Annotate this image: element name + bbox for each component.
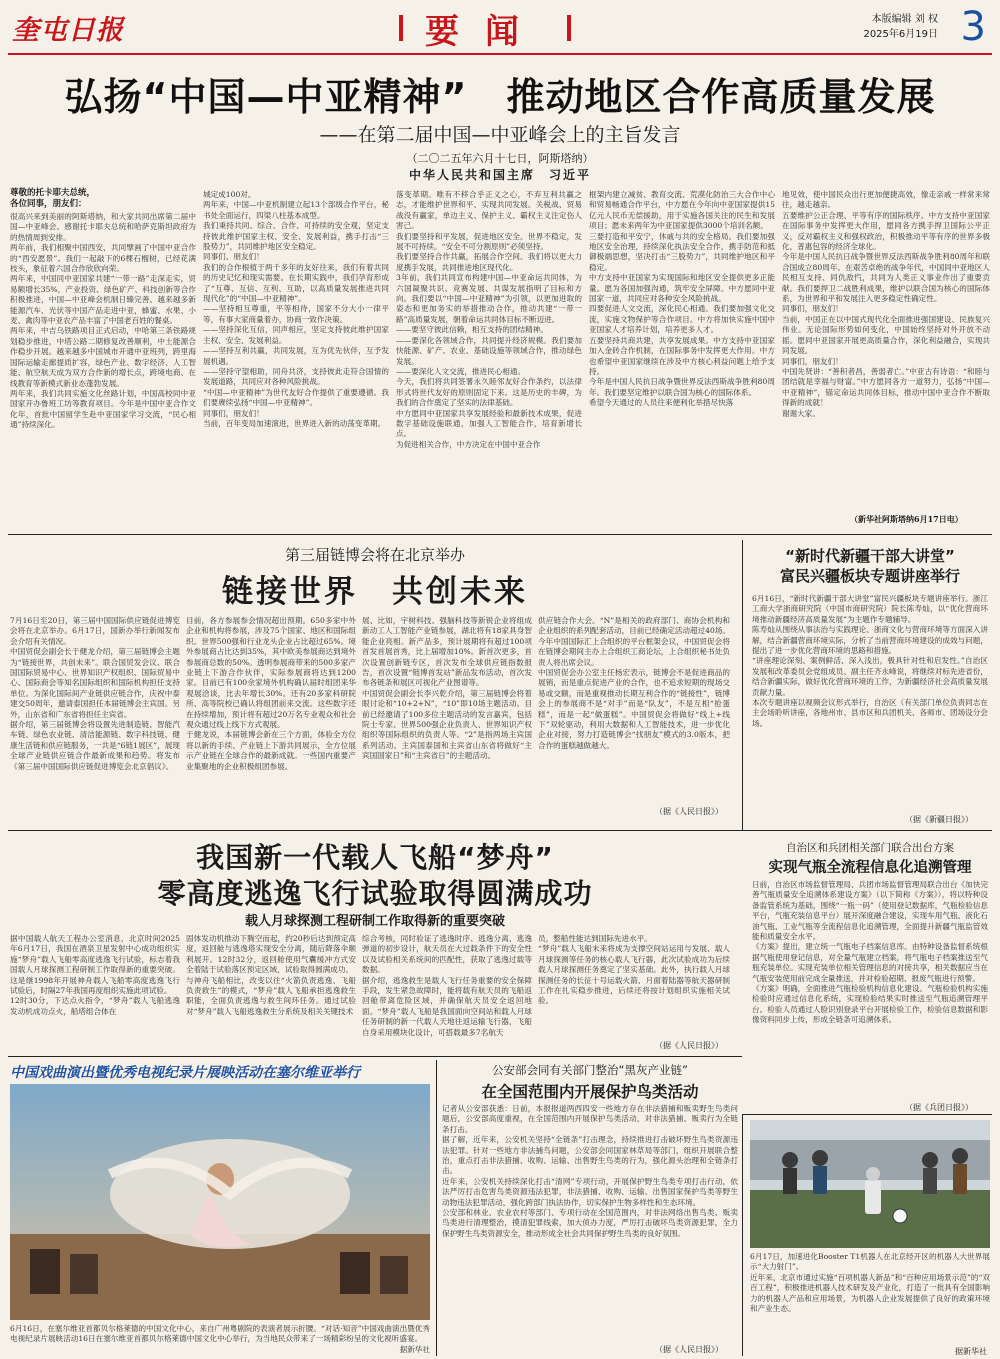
issue-date: 2025年6月19日 bbox=[863, 29, 938, 40]
chain-expo-column-4: 供应链合作大会。“N”是相关的政府部门、商协会机构和企业组织的系列配套活动，目前已经确定活动超过40场。今年中国国际汇上合组织的平台框架会议，中国贸促会将在链博会期间主办上合组织工商论坛，上合组织秘书处负责人将出席会议。 中国贸促会办公室主任杨宏表示，链博会不是促进商品的展销，而是重点促进产业的合作，也不追求短期的现场交易或交额，而是重视推动长期互利合作的“链接性”，链博会上的参展商不是“对手”而是“队友”，不是互相“抢蛋糕”，而是一起“做蛋糕”。中国贸促会将做好“线上+线下”双轮驱动，利用大数据和人工智能技术，进一步优化企业对接，努力打造链博会“找朋友”模式的3.0版本，把合作的蛋糕越做越大。 bbox=[538, 616, 730, 750]
mengzhou-column-3: 综合考核，同时验证了逃逸时序、逃逸分离、逃逸弹道的初步设计，航天员在大过载条件下的安全性以及试验相关系统间的匹配性，获取了逃逸过载等数据。 据介绍，逃逸救生是载人飞行任务重要的安全保障手段，发生紧急故障时，能将载有航天员的飞船返回舱带离危险区域，并确保航天员安全返回地面。“梦舟”载人飞船是我国面向空间站和载人月球任务研制的新一代载人天地往返运输飞行器，飞船自身采用模块化设计，可搭载最多7名航天 bbox=[362, 934, 532, 1037]
lecture-credit: （据《新疆日报》） bbox=[905, 815, 973, 824]
newspaper-logo: 奎屯日报 bbox=[12, 15, 124, 46]
divider-mid-left bbox=[8, 830, 742, 831]
lead-salutation: 尊敬的托卡耶夫总统， 各位同事，朋友们： bbox=[10, 188, 96, 209]
page-number: 3 bbox=[960, 4, 986, 50]
opera-caption bbox=[10, 1324, 430, 1358]
lead-column-2: 城定成100对。 两年来，中国—中亚机制建立起13个部级合作平台，秘书处全面运行，四梁八柱基本成型。 我们秉持共同、综合、合作、可持续的安全观，坚定支持彼此维护国家主权、安全、发展利益，携手打击“三股势力”，共同维护地区安全稳定。 同事们、朋友们！ 我们的合作根植于两千多年的友好往来，我们有着共同的历史记忆和现实需要。在长期实践中，我们孕育形成了“互尊、互信、互利、互助，以高质量发展推进共同现代化”的“中国—中亚精神”。 ——坚持相互尊重，平等相待，国家不分大小一律平等，有事大家商量着办，协商一致作决策。 ——坚持深化互信，同声相应，坚定支持彼此维护国家主权、安全、发展利益。 ——坚持互利共赢，共同发展，互为优先伙伴，互予发展机遇。 ——坚持守望相助，同舟共济，支持彼此走符合国情的发展道路，共同应对各种风险挑战。 “中国—中亚精神”为世代友好合作提供了重要遵循。我们要赓续弘扬“中国—中亚精神”。 同事们，朋友们！ 当前，百年变局加速演进，世界进入新的动荡变革期。 bbox=[203, 190, 389, 428]
robot-photo-illustration bbox=[750, 1120, 990, 1248]
birds-body: 记者从公安部获悉：日前，本报报道两西四安一些地方存在非法猎捕和贩卖野生鸟类问题后，公安部高度重视，在全国范围内开展保护鸟类活动，对非法猎捕、贩卖行为全链条打击。 据了解，近年来，公安机关坚持“全链条”打击理念，持续推进打击破坏野生鸟类资源违法犯罪。针对一些地方非法捕鸟问题，公安部会同国家林草局等部门，组织开展联合整治，重点打击非法猎捕、收购、运输、出售野生鸟类的行为，强化源头治理和全链条打击。 近年来，公安机关持续深化打击“清网”专项行动，开展保护野生鸟类专项打击行动，依法严厉打击危害鸟类资源违法犯罪，非法猎捕、收购、运输、出售国家保护鸟类等野生动物违法犯罪活动，强化跨部门执法协作，切实保护生物多样性和生态环境。 公安部和林业、农业农村等部门、专项行动在全国范围内，对非法网络出售鸟类、贩卖鸟类进行清理整治，摸清犯罪线索，加大侦办力度，严厉打击破坏鸟类资源犯罪，全力保护野生鸟类资源安全，推动形成全社会共同保护野生鸟类的良好氛围。 bbox=[442, 1104, 738, 1238]
lead-credit: （新华社阿斯塔纳6月17日电） bbox=[850, 514, 963, 524]
opera-banner: 中国戏曲演出暨优秀电视纪录片展映活动在塞尔维亚举行 bbox=[10, 1065, 360, 1081]
divider-vertical-3 bbox=[742, 1114, 743, 1356]
lead-subhead: ——在第二届中国—中亚峰会上的主旨发言 bbox=[319, 124, 681, 146]
section-header bbox=[360, 4, 610, 52]
gas-kicker: 自治区和兵团相关部门联合出台方案 bbox=[786, 842, 954, 854]
chain-expo-credit: （据《人民日报》） bbox=[655, 807, 723, 816]
lecture-headline: “新时代新疆干部大讲堂” 富民兴疆板块专题讲座举行 bbox=[779, 547, 960, 585]
chain-expo-headline: 链接世界 共创未来 bbox=[222, 574, 528, 610]
robot-caption-credit: 据新华社 bbox=[955, 1347, 987, 1356]
gas-credit: （据《兵团日报》） bbox=[905, 1103, 973, 1112]
chain-expo-kicker: 第三届链博会将在北京举办 bbox=[284, 546, 465, 564]
opera-photo bbox=[10, 1084, 430, 1320]
divider-lower-right bbox=[742, 1114, 992, 1115]
lecture-body: 6月16日，“新时代新疆干部大讲堂”富民兴疆板块专题讲座举行。浙江工商大学浙商研究院（中国市商研究院）院长陈寿灿，以“优化营商环境推动新疆经济高质量发展”为主题作专题辅导。 陈寿灿从围绕从事法治与实践理论、浙商文化与营商环境等方面深入讲解，结合新疆营商环境实际，分析了当前营商环境建设的成效与问题，提出了进一步优化营商环境的思路和措施。 “讲座理论深刻、案例鲜活、深入浅出，极具针对性和启发性。”自治区发展和改革委员会党组成员、副主任齐永峰说，将继续对标先进省份，结合新疆实际，做好优化营商环境的工作，为新疆经济社会高质量发展贡献力量。 本次专题讲座以视频会议形式举行，自治区（有关部门单位负责同志在主会场聆听讲座，各地州市、县市区和兵团机关、各师市、团场设分会场。 bbox=[752, 594, 988, 728]
divider-vertical-1 bbox=[742, 540, 743, 830]
divider-vertical-2 bbox=[436, 1060, 437, 1356]
mengzhou-column-1: 据中国载人航天工程办公室消息，北京时间2025年6月17日，我国在酒泉卫星发射中心成功组织实施“梦舟”载人飞船零高度逃逸飞行试验，标志着我国载人月球探测工程研制工作取得新的重要突破。这是继1998年开展神舟载人飞船零高度逃逸飞行试验后，时隔27年我国再度组织实施此项试验。 12时30分，下达点火指令，“梦舟”载人飞船逃逸发动机成功点火，船塔组合体在 bbox=[10, 934, 180, 1016]
gas-headline: 实现气瓶全流程信息化追溯管理 bbox=[768, 860, 972, 876]
mengzhou-headline-1: 我国新一代载人飞船“梦舟” bbox=[196, 841, 554, 874]
opera-photo-illustration bbox=[10, 1084, 430, 1320]
robot-caption: 6月17日，加速进化Booster T1机器人在北京经开区的机器人大世界展示“大力射门”。 近年来，北京市通过实施“百项机器人新品”和“百种应用场景示范”的“双百工程”，积极推进机器人技术研发及产业化，打造了一批具有全国影响力的机器人产品和应用场景，为机器人企业发展提供了良好的政策环境和产业生态。 bbox=[750, 1252, 990, 1314]
lead-column-3: 落变革期。唯有不移合乎正义之心，不弃互利共赢之志，才能维护世界和平、实现共同发展。关税战、贸易战没有赢家，单边主义、保护主义、霸权主义注定伤人害己。 我们要坚持和平发展，促进地区安全。世界不稳定，发展不可持续。“安全不可分割原则”必须坚持。 我们要坚持合作共赢，拓展合作空间。我们将以更大力度携手发展，共同推进地区现代化。 3年前，我们共同宣布构建中国—中亚命运共同体，为六国凝聚共识、竞赛发展、共谋发展指明了目标和方向。我们要以“中国—中亚精神”为引领，以更加进取的姿态和更加务实的举措推动合作，推动共建“一带一路”高质量发展，朝着命运共同体目标不断迈进。 ——要坚守彼此信赖，相互支持的团结精神。 ——要深化各领域合作，共同提升经济规模。我们要加快能源、矿产、农业、基础设施等领域合作，推动绿色发展。 ——要深化人文交流，推进民心相通。 今天，我们将共同签署永久睦邻友好合作条约，以法律形式将世代友好的原则固定下来。这是历史的丰碑，为我们的合作奠定了坚实的法律基础。 中方愿同中亚国家共享发展经验和最新技术成果，促进数字基础设施联通，加强人工智能合作，培育新增长点。 为促进相关合作，中方决定在中国中亚合作 bbox=[396, 190, 582, 449]
mengzhou-subhead: 载人月球探测工程研制工作取得新的重要突破 bbox=[244, 914, 505, 929]
edition-info bbox=[863, 12, 938, 42]
lead-byline: 中华人民共和国主席 习近平 bbox=[408, 168, 591, 182]
divider-lower-left bbox=[8, 1056, 742, 1057]
divider-lead bbox=[8, 534, 992, 535]
chain-expo-column-1: 7月16日至20日，第三届中国国际供应链促进博览会将在北京举办。6月17日，国新办举行新闻发布会介绍有关情况。 中国贸促会副会长于健龙介绍，第三届链博会主题为“链接世界，共创未来”。联合国贸发会议、联合国国际贸易中心、世界知识产权组织、国际贸易中心、国际商会等知名国际组织和国际机构担任支持单位。为深化国际间产业链供应链合作，庆祝中泰建交50周年，邀请泰国担任本届链博会主宾国。另外，山东省和广东省将担任主宾省。 据介绍，第三届链博会将设置先进制造链、智能汽车链、绿色农业链、清洁能源链、数字科技链、健康生活链和供应链服务，一共是“6链1展区”，展现全球产业链供应链合作最新成果和趋势。将发布《第三届中国国际供应链促进博览会北京倡议》。 bbox=[10, 616, 180, 771]
divider-mid-right bbox=[742, 830, 992, 831]
section-title: 要闻 bbox=[425, 11, 545, 52]
section-bar-right bbox=[567, 15, 571, 41]
opera-caption-credit: 据新华社 bbox=[399, 1344, 430, 1354]
masthead-rule bbox=[8, 53, 992, 55]
lead-column-5: 地见效，使中国民众出行更加便捷高效，像走亲戚一样常来常往，越走越亲。 五要维护公正合理、平等有序的国际秩序。中方支持中亚国家在国际事务中发挥更大作用，愿同各方携手捍卫国际公平正义，反对霸权主义和强权政治，积极推动平等有序的世界多极化，普惠包容的经济全球化。 今年是中国人民抗日战争暨世界反法西斯战争胜利80周年和联合国成立80周年。在艰苦卓绝的战争年代，中国同中亚地区人民相互支持、同仇敌忾，共同为人类正义事业作出了重要贡献。我们要捍卫二战胜利成果，维护以联合国为核心的国际体系，为世界和平和发展注入更多稳定性确定性。 同事们，朋友们！ 当前，中国正在以中国式现代化全面推进强国建设、民族复兴伟业。无论国际形势如何变化，中国始终坚持对外开放不动摇。愿同中亚国家开展更高质量合作，深化利益融合，实现共同发展。 同事们，朋友们！ 中国先贤讲：“善积者昌，善弱者亡。”中亚古有诗语：“和睦与团结就是幸福与财富。”中方愿同各方一道努力，弘扬“中国—中亚精神”，锚定命运共同体目标，推动中国中亚合作不断取得新的成就！ 谢谢大家。 bbox=[782, 190, 990, 418]
lead-column-1: 很高兴来到美丽的阿斯塔纳，和大家共同出席第二届中国—中亚峰会。感谢托卡耶夫总统和哈萨克斯坦政府为的热情周到安排。 两年前，我们相聚中国西安，共同擘画了中国中亚合作的“西安愿景”。我们一起敲下的6棵石榴树，已经花满枝头，象征着六国合作欣欣向荣。 两年来，中国同中亚国家共建“一带一路”走深走实，贸易额增长35%，产业投资、绿色矿产、科技创新等合作积极推进，中国—中亚峰会机制日臻完善。越来越多新能源汽车、光伏等中国产品走进中亚，蜂蜜、水果、小麦、禽肉等中亚农产品丰富了中国老百姓的餐桌。 两年来，中吉乌铁路项目正式启动，中哈第三条铁路规划稳步推进，中塔公路二期修复改善顺利，中土能源合作稳步开展。越来越多中国城市开通中亚班列，跨里海国际运输走廊提质扩容，绿色产业、数字经济、人工智能、航空航天成为双方合作新的增长点，跨境电商、在线教育等新模式新业态蓬勃发展。 两年来，我们共同实施文化丝路计划，中国高校同中亚国家开办鲁班工坊等教育项目。今年是中国中亚合作文化年，首批中国留学生赴中亚国家学习交流，“民心相通”持续深化。 bbox=[10, 212, 196, 430]
birds-headline: 在全国范围内开展保护鸟类活动 bbox=[481, 1083, 699, 1101]
birds-credit: （据《人民日报》） bbox=[655, 1345, 723, 1354]
chain-expo-column-3: 展、比如，宇树科技、强脑科技等新锐企业将组成新动工人工智能产业链参展，湖北将有18家具身智能企业亮相。新产品多，预计展期将有超过100项首发首展首秀，比上届增加10%。新首次更多，首次设置创新链专区，首次发布全球供应链指数报告，首次设置“链博首发站”新品发布活动，首次发布各链条和展区可视化产业图谱等。 中国贸促会副会长李兴乾介绍，第三届链博会将着眼讨论和“10+2+N”，“10”即10场主题活动。目前已经邀请了100多位主题活动的发言嘉宾，包括院士专家、世界500强企业负责人、世界知识产权组织等国际组织的负责人等。“2”是指两场主宾国系列活动。主宾国泰国和主宾省山东省将做好“主宾国国家日”和“主宾省日”的主题活动。 bbox=[362, 616, 532, 761]
section-bar-left bbox=[399, 15, 403, 41]
lead-column-4: 框架内建立减贫、教育交流、荒漠化防治三大合作中心和贸易畅通合作平台，中方愿在今年向中亚国家提供15亿元人民币无偿援助，用于实施各国关注的民生和发展项目；愿未来两年为中亚国家提供3000个培训名额。 三要打造和平安宁，休戚与共的安全格局。我们要加强地区安全治理，持续深化执法安全合作，携手防范和抵御极端思想，坚决打击“三股势力”，共同维护地区和平稳定。 中方支持中亚国家为实现国际和地区安全提供更多正能量。愿为各国加强沟通，筑牢安全屏障。中方愿同中亚国家一道，共同应对各种安全风险挑战。 四要促进人文交流，深化民心相通。我们要加强文化交流，实施文物保护等合作项目。中方将加快实施中国中亚国家人才培养计划，培养更多人才。 五要坚持共商共建，共享发展成果。中方支持中亚国家加入金砖合作机制，在国际事务中发挥更大作用。中方也希望中亚国家继续在涉及中方核心利益问题上给予支持。 今年是中国人民抗日战争暨世界反法西斯战争胜利80周年。我们要坚定维护以联合国为核心的国际体系。 希望今天通过的人员往来便利化举措尽快落 bbox=[589, 190, 775, 408]
mengzhou-headline-2: 零高度逃逸飞行试验取得圆满成功 bbox=[157, 877, 593, 910]
mengzhou-column-4: 员，整船性能达到国际先进水平。 “梦舟”载人飞船未来将成为支撑空间站运用与发展、载人月球探测等任务的核心载人飞行器，此次试验成功为后续载人月球探测任务奠定了坚实基础。此外，执行载人月球探测任务的长征十号运载火箭、月面着陆器等航天器研制工作在扎实稳步推进，后续还将按计划组织实施相关试验。 bbox=[538, 934, 730, 1006]
lead-headline: 弘扬“中国—中亚精神” 推动地区合作高质量发展 bbox=[64, 75, 936, 119]
lead-dateline: （二〇二五年六月十七日，阿斯塔纳） bbox=[406, 152, 594, 165]
opera-caption-text: 6月16日，在塞尔维亚首都贝尔格莱德的中国文化中心，来自广州粤剧院的表演者展示折腰。“对话·知音”中国戏曲演出暨优秀电视纪录片展映活动16日在塞尔维亚首都贝尔格莱德中国文化中心举行，为当地民众带来了一场精彩纷呈的文化视听盛宴。 bbox=[10, 1324, 430, 1344]
birds-kicker: 公安部会同有关部门整治“黑灰产业链” bbox=[492, 1063, 688, 1077]
gas-body: 日前，自治区市场监督管理局、兵团市场监督管理局联合出台《加快完善气瓶质量安全追溯体系建设方案》（以下简称《方案》），将以特种设备监管系统为基础，围绕“一瓶一码”（使用登记数据库，气瓶检验信息平台，气瓶充装信息平台）展开深度融合建设，实现车用气瓶、液化石油气瓶、工业气瓶等全流程信息化追溯管理，全面提升新疆气瓶监管效能和质量安全水平。 《方案》提出，建立统一气瓶电子档案信息库。由特种设备监督系统根据气瓶使用登记信息，对全量气瓶建立档案，将气瓶电子档案推送至气瓶充装单位。实现充装单位相关管理信息的对接共享，相关数据应当在气瓶安装使用前完成全量推送，并对检验超期、报废气瓶进行预警。 《方案》明确，全面推进气瓶检验机构信息化建设。气瓶检验机构实施检验时应通过信息化系统，实现检验结果实时推送至气瓶追溯管理平台。检验人员通过人脸识别登录平台开展检验工作，检验信息数据和影像资料同步上传，形成全链条可追溯体系。 bbox=[752, 880, 988, 1025]
editor-label: 本版编辑 刘 权 bbox=[871, 14, 938, 25]
mengzhou-column-2: 固体发动机推动下腾空而起，约20秒后达到预定高度，返回舱与逃逸塔实现安全分离，随后降落伞顺利展开。12时32分，返回舱使用气囊缓冲方式安全着陆于试验落区预定区域，试验取得圆满成功。 与神舟飞船相比，改变以往“火箭负责逃逸、飞船负责救生”的模式，“梦舟”载人飞船承担逃逸救生职能，全面负责逃逸与救生间环任务。通过试验对“梦舟”载人飞船逃逸救生分系统及相关关键技术 bbox=[186, 934, 356, 1016]
chain-expo-column-2: 目前，各方参展参会情况超出预期。650多家中外企业和机构将参展，涉及75个国家、地区和国际组织。世界500强和行业龙头企业占比超过65%。境外参展商占比达到35%，其中欧美参展商达到境外参展商总数的50%。透明参展商带来的500多家产业链上下游合作伙伴，实际参展商将达到1200家。目前已有100余家境外机构确认届时组团来华观展洽谈，比去年增长30%。还有20多家科研院所、高等院校已确认将组团前来交流。这些数字还在持续增加，预计将有超过20万名专业观众和社会观众通过线上线下方式观展。 于健龙说，本届链博会新在三个方面，体验全方位将以新的手续、产业链上下游共同展示，全方位展示产业链在全球合作的最新成就。一些国内重要产业集聚地的企业积极组团参展。 bbox=[186, 616, 356, 771]
mengzhou-credit: （据《人民日报》） bbox=[655, 1041, 723, 1050]
robot-photo bbox=[750, 1120, 990, 1248]
